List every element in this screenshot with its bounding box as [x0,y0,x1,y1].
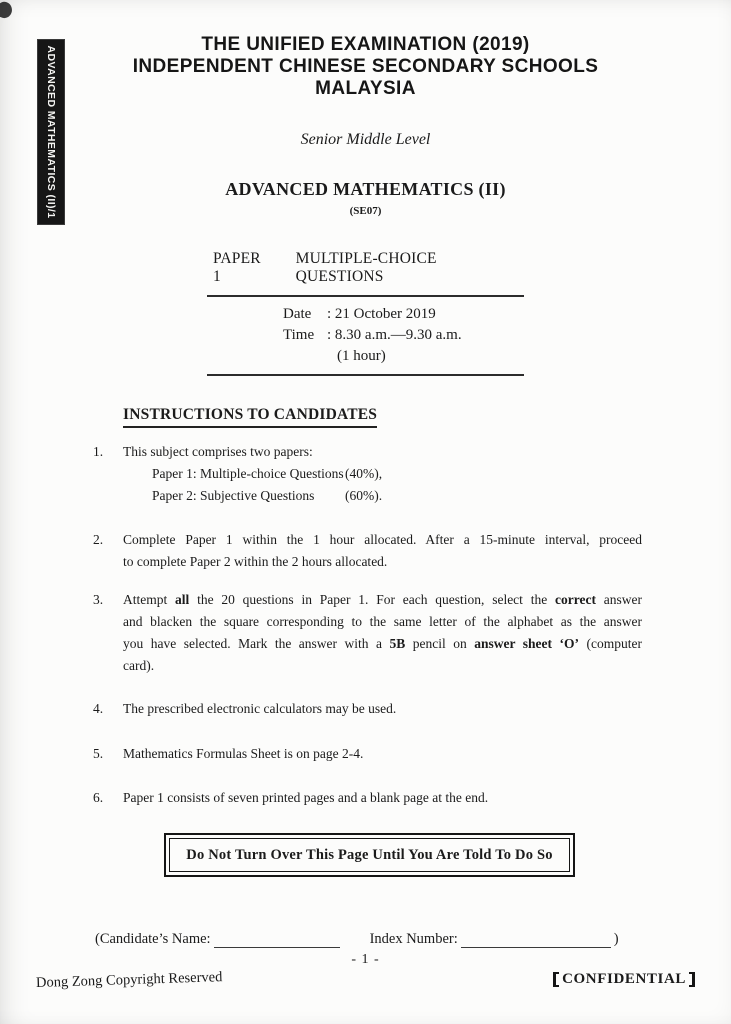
item-line: The prescribed electronic calculators may be used. [123,701,397,716]
confidential-label: CONFIDENTIAL [562,971,686,987]
item-text [123,441,642,507]
item-line: and blacken the square corresponding to the same letter of the alphabet as the answer [123,614,642,629]
paper-type: MULTIPLE-CHOICE QUESTIONS [295,250,437,285]
instruction-item-3 [93,589,642,677]
title-line-3: MALAYSIA [315,78,416,99]
lenticular-bracket-close-icon [689,972,695,987]
item-number: 2. [93,532,104,547]
date-label: Date [283,306,312,322]
index-number-line [461,932,611,948]
item-text [123,743,642,765]
page-number: - 1 - [351,952,380,967]
instruction-item-2 [93,529,642,573]
item-text [123,787,642,809]
item-line: card). [123,658,155,673]
duration: (1 hour) [337,348,386,364]
warning-text: Do Not Turn Over This Page Until You Are Told To Do So [169,838,570,872]
item-line: you have selected. Mark the answer with a 5B pencil on answer sheet ‘O’ (computer [123,636,642,651]
item-line: Complete Paper 1 within the 1 hour allocated. After a 15-minute interval, proceed [123,532,642,547]
subline-pct: (60%). [345,488,383,503]
item-line: This subject comprises two papers: [123,444,313,459]
subline-name: Paper 2: Subjective Questions [152,488,315,503]
item-number: 1. [93,444,104,459]
index-number-label: Index Number: [369,931,458,947]
item-text [123,589,642,677]
instruction-item-1 [93,441,642,507]
item-number: 3. [93,592,104,607]
item-text [123,529,642,573]
level-label: Senior Middle Level [300,131,431,148]
subline-paper1 [152,463,642,485]
candidate-name-label: (Candidate’s Name: [95,931,211,947]
instruction-item-4 [93,698,642,720]
copyright-notice: Dong Zong Copyright Reserved [35,969,223,991]
item-line: to complete Paper 2 within the 2 hours allocated. [123,554,388,569]
title-line-2: INDEPENDENT CHINESE SECONDARY SCHOOLS [132,56,599,77]
candidate-name-line [214,932,340,948]
paper-label: PAPER 1 [213,250,261,285]
schedule [283,304,524,367]
paper-header [207,250,524,286]
scan-smudge [0,0,14,20]
warning-box [164,833,575,877]
closing-paren: ) [613,931,619,947]
item-line: Mathematics Formulas Sheet is on page 2-4. [123,746,364,761]
confidential-stamp [553,971,695,988]
item-line: Paper 1 consists of seven printed pages and a blank page at the end. [123,790,489,805]
subline-name: Paper 1: Multiple-choice Questions [152,466,344,481]
exam-title [0,34,731,100]
paper-info-block [207,250,524,376]
instructions-heading: INSTRUCTIONS TO CANDIDATES [123,406,377,428]
top-rule [207,295,524,297]
item-number: 4. [93,701,104,716]
instruction-item-5 [93,743,642,765]
item-number: 5. [93,746,104,761]
bottom-rule [207,374,524,376]
subline-pct: (40%), [345,466,383,481]
instructions-list [93,441,642,809]
item-text [123,698,642,720]
time-row [283,325,524,346]
subject-code: (SE07) [349,205,382,217]
time-value: : 8.30 a.m.—9.30 a.m. [327,327,462,343]
instruction-item-6 [93,787,642,809]
spine-label: ADVANCED MATHEMATICS (II)/1 [45,45,57,219]
time-label: Time [283,327,315,343]
item-number: 6. [93,790,104,805]
subline-paper2 [152,485,642,507]
date-value: : 21 October 2019 [327,306,436,322]
subject-title: ADVANCED MATHEMATICS (II) [225,179,506,199]
title-line-1: THE UNIFIED EXAMINATION (2019) [201,34,530,55]
candidate-row [95,931,640,948]
item-line: Attempt all the 20 questions in Paper 1. For each question, select the correct answer [123,592,643,607]
date-row [283,304,524,325]
lenticular-bracket-open-icon [553,972,559,987]
